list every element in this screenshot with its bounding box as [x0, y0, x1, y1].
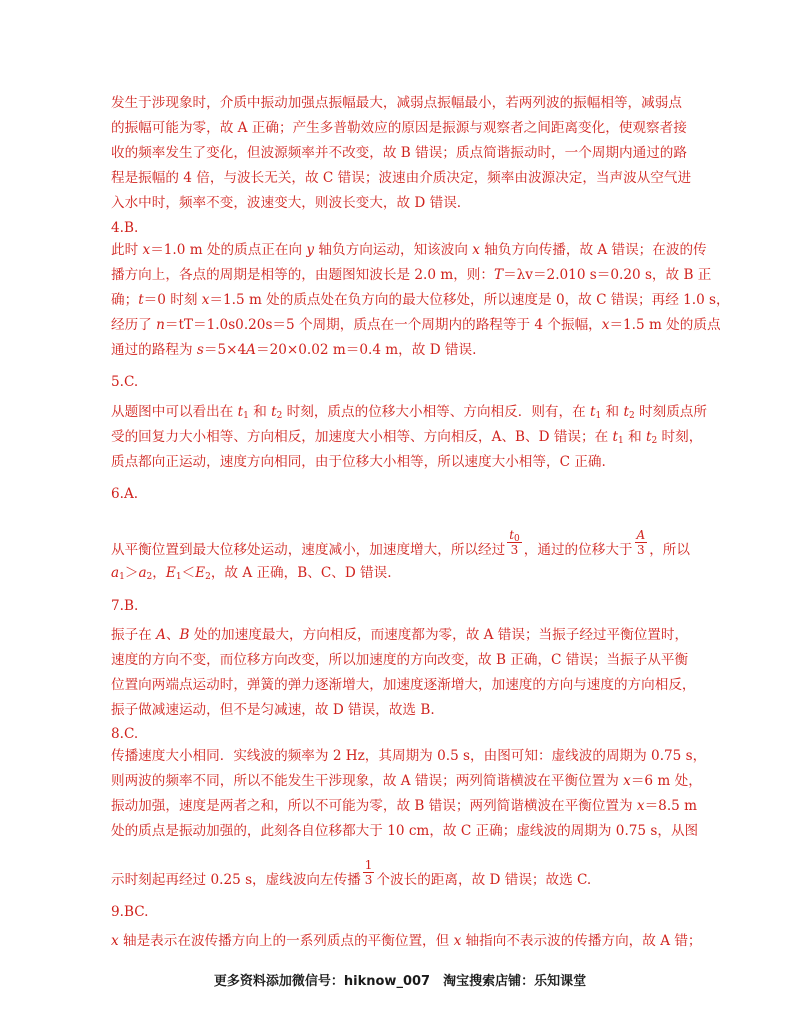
section-3-text: [111, 91, 696, 216]
text-line: 从题图中可以看出在 $t_1$ 和 $t_2$ 时刻，质点的位移大小相等、方向相反．则有，在 $t_1$ 和 $t_2$ 时刻质点所: [111, 404, 707, 421]
section-9: [111, 902, 696, 922]
text-line: 则两波的频率不同，所以不能发生干涉现象，故 A 错误；两列简谐横波在平衡位置为 x＝6 m 处，: [111, 773, 702, 789]
section-6: [111, 484, 696, 504]
text-line: 经历了 n＝tT＝1.0s0.20s＝5 个周期，质点在一个周期内的路程等于 4 个振幅，x＝1.5 m 处的质点: [111, 317, 721, 333]
section-8: [111, 724, 707, 844]
fraction-t0-over-3: $\frac{t_0}{3}$: [509, 528, 520, 557]
text-line: 从平衡位置到最大位移处运动，速度减小，加速度增大，所以经过 $\frac{t_0}{3}$ ，通过的位移大于 $\frac{A}{3}$ ，所以: [111, 528, 690, 558]
text-line: 程是振幅的 4 倍，与波长无关，故 C 错误；波速由介质决定，频率由波源决定，当声波从空气进: [111, 170, 692, 186]
text-line: 确；t＝0 时刻 x＝1.5 m 处的质点处在负方向的最大位移处，所以速度是 0，故 C 错误；再经 1.0 s，: [111, 292, 730, 308]
text-line: 振子做减速运动，但不是匀减速，故 D 错误，故选 B.: [111, 702, 435, 718]
section-7-text: [111, 623, 696, 723]
section-5: [111, 372, 696, 392]
text-line: x 轴是表示在波传播方向上的一系列质点的平衡位置，但 x 轴指向不表示波的传播方向，故 A 错；: [111, 933, 702, 949]
text-line: 发生于涉现象时，介质中振动加强点振幅最大，减弱点振幅最小，若两列波的振幅相等，减弱点: [111, 95, 682, 111]
answer-heading: 9.BC.: [111, 904, 149, 920]
text-line: 的振幅可能为零，故 A 正确；产生多普勒效应的原因是振源与观察者之间距离变化，使观察者接: [111, 120, 687, 136]
text-line: 速度的方向不变，而位移方向改变，所以加速度的方向改变，故 B 正确，C 错误；当振子从平衡: [111, 652, 689, 668]
section-4: [111, 218, 730, 363]
text-line: 示时刻起再经过 0.25 s，虚线波向左传播 $\frac{1}{3}$ 个波长的距离，故 D 错误；故选 C.: [111, 858, 592, 888]
text-line: 传播速度大小相同．实线波的频率为 2 Hz，其周期为 0.5 s，由图可知：虚线波的周期为 0.75 s，: [111, 748, 707, 764]
text-line: 入水中时，频率不变，波速变大，则波长变大，故 D 错误.: [111, 195, 462, 211]
text-line: 振动加强，速度是两者之和，所以不可能为零，故 B 错误；两列简谐横波在平衡位置为 x＝8.5 m: [111, 798, 698, 814]
answer-heading: 5.C.: [111, 374, 139, 390]
answer-heading: 8.C.: [111, 726, 139, 742]
fraction-one-third: $\frac{1}{3}$: [364, 858, 373, 887]
answer-heading: 6.A.: [111, 486, 139, 502]
section-8-last: [111, 858, 696, 891]
text-line: 处的质点是振动加强的，此刻各自位移都大于 10 cm，故 C 正确；虚线波的周期为 0.75 s，从图: [111, 823, 699, 839]
text-line: 播方向上，各点的周期是相等的，由题图知波长是 2.0 m，则：T＝λv＝2.010 s＝0.20 s，故 B 正: [111, 267, 712, 283]
answer-heading: 7.B.: [111, 598, 139, 614]
text-line: 受的回复力大小相等、方向相反，加速度大小相等、方向相反，A、B、D 错误；在 $t_1$ 和 $t_2$ 时刻，: [111, 429, 703, 446]
text-line: 收的频率发生了变化，但波源频率并不改变，故 B 错误；质点简谐振动时，一个周期内通过的路: [111, 145, 687, 161]
answer-heading: 4.B.: [111, 220, 139, 236]
text-line: 位置向两端点运动时，弹簧的弹力逐渐增大，加速度逐渐增大，加速度的方向与速度的方向相反，: [111, 677, 696, 693]
fraction-a-over-3: $\frac{A}{3}$: [636, 528, 646, 557]
text-line: 振子在 A、B 处的加速度最大，方向相反，而速度都为零，故 A 错误；当振子经过平衡位置时，: [111, 627, 689, 643]
text-line: 通过的路程为 s＝5×4A＝20×0.02 m＝0.4 m，故 D 错误.: [111, 342, 477, 358]
section-6-text: [111, 528, 696, 586]
section-9-text: [111, 929, 702, 954]
section-5-text: [111, 400, 707, 475]
section-7: [111, 596, 696, 616]
text-line: $a_1>a_2$，$E_1<E_2$，故 A 正确，B、C、D 错误.: [111, 565, 392, 582]
text-line: 此时 x＝1.0 m 处的质点正在向 y 轴负方向运动，知该波向 x 轴负方向传播，故 A 错误；在波的传: [111, 242, 707, 258]
text-line: 质点都向正运动，速度方向相同，由于位移大小相等，所以速度大小相等，C 正确.: [111, 454, 606, 470]
footer-watermark-text: 更多资料添加微信号：hiknow_007 淘宝搜索店铺：乐知课堂: [213, 974, 587, 989]
